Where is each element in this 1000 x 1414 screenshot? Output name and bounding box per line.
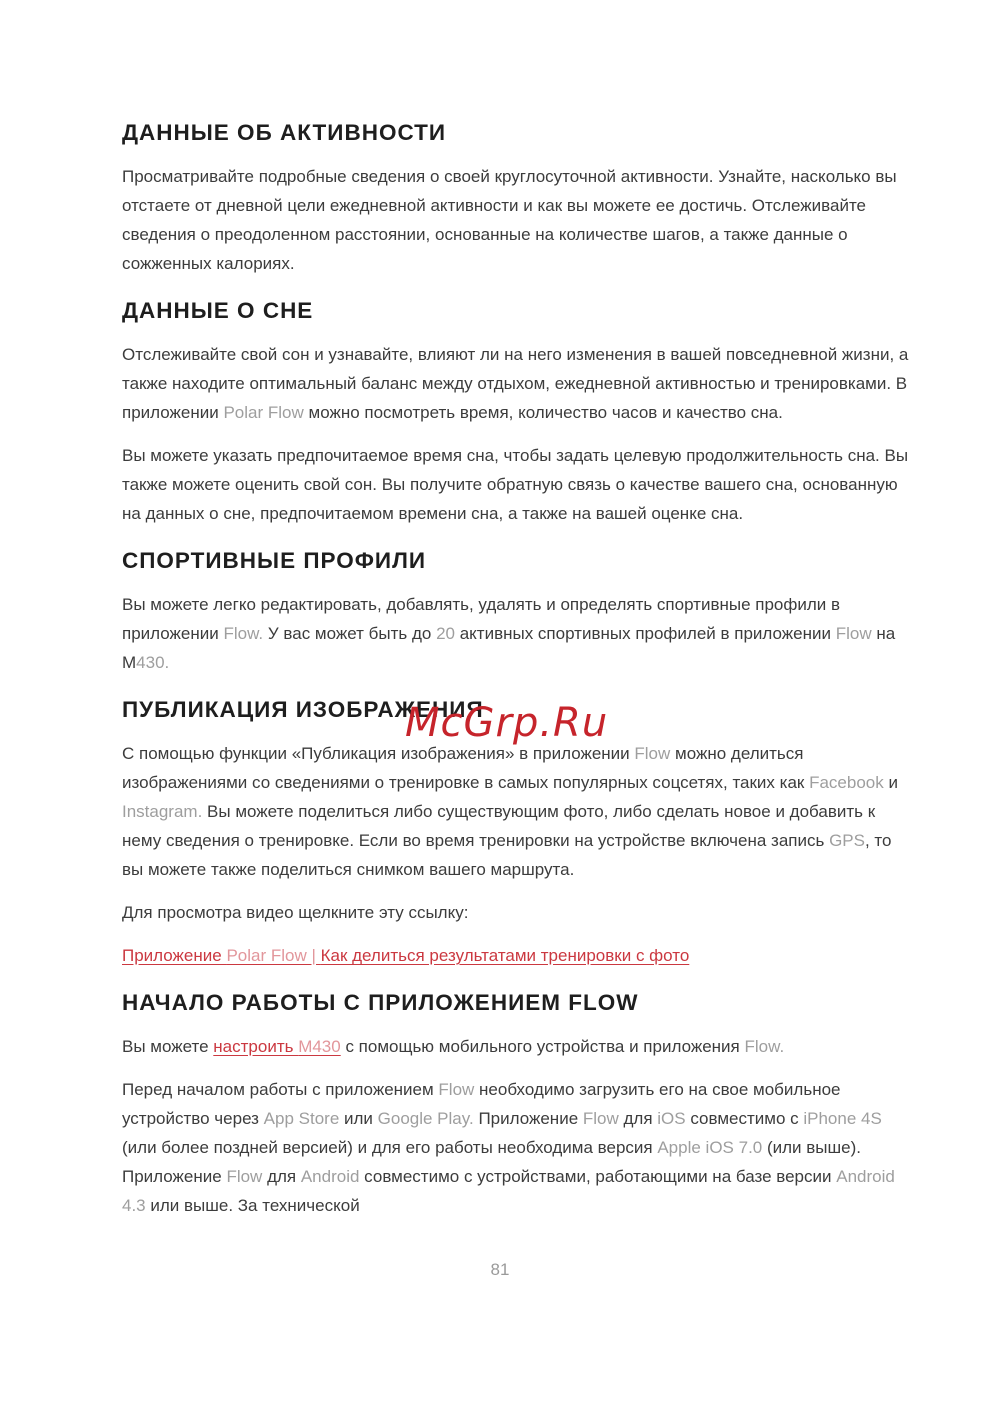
text-run: активных спортивных профилей в приложении <box>454 624 836 643</box>
document-body <box>122 120 917 1220</box>
text-run: для <box>618 1109 658 1128</box>
text-run: iOS <box>657 1109 686 1128</box>
text-run: на М <box>122 624 896 672</box>
text-run: Flow <box>226 1167 263 1186</box>
text-run: Вы можете <box>122 1037 214 1056</box>
heading-sleep-data: ДАННЫЕ О СНЕ <box>122 298 314 323</box>
text-run: Android <box>300 1167 360 1186</box>
text-run: необходимо загрузить его на свое мобильное устройство через <box>122 1080 841 1128</box>
text-run: Вы можете легко редактировать, добавлять, удалять и определять спортивные профили в приложении <box>122 595 841 643</box>
text-run: Polar Flow <box>223 403 304 422</box>
text-run: или <box>339 1109 378 1128</box>
text-run: Flow. <box>223 624 264 643</box>
paragraph <box>122 162 917 278</box>
text-run: Apple iOS 7.0 <box>657 1138 763 1157</box>
paragraph <box>122 898 917 927</box>
video-tutorial-link[interactable] <box>122 946 689 965</box>
heading-image-sharing: ПУБЛИКАЦИЯ ИЗОБРАЖЕНИЯ <box>122 697 484 722</box>
text-run: Приложение <box>473 1109 583 1128</box>
text-run: с помощью мобильного устройства и приложения <box>340 1037 745 1056</box>
text-run: (или более поздней версией) и для его работы необходима версия <box>122 1138 658 1157</box>
paragraph <box>122 340 917 427</box>
text-run: iPhone 4S <box>803 1109 882 1128</box>
paragraph <box>122 941 917 970</box>
text-run: M430 <box>298 1037 341 1056</box>
text-run: Flow <box>438 1080 475 1099</box>
text-run: Перед началом работы с приложением <box>122 1080 439 1099</box>
text-run: можно делиться изображениями со сведениями о тренировке в самых популярных соцсетях, таких как <box>122 744 810 792</box>
text-run: Flow. <box>744 1037 785 1056</box>
text-run: совместимо с устройствами, работающими на базе версии <box>359 1167 837 1186</box>
heading-activity-data: ДАННЫЕ ОБ АКТИВНОСТИ <box>122 120 447 145</box>
paragraph <box>122 441 917 528</box>
text-run: совместимо с <box>685 1109 804 1128</box>
paragraph <box>122 1032 917 1061</box>
text-run: У вас может быть до <box>263 624 437 643</box>
text-run: Polar Flow | <box>226 946 321 965</box>
text-run: Для просмотра видео щелкните эту ссылку: <box>122 903 469 922</box>
text-run: настроить <box>213 1037 299 1056</box>
text-run: Instagram. <box>122 802 203 821</box>
text-run: для <box>262 1167 301 1186</box>
text-run: можно посмотреть время, количество часов и качество сна. <box>303 403 783 422</box>
mcgrp-watermark: McGrp.Ru <box>405 700 609 746</box>
heading-sport-profiles: СПОРТИВНЫЕ ПРОФИЛИ <box>122 548 427 573</box>
text-run: Flow <box>634 744 671 763</box>
text-run: Просматривайте подробные сведения о своей круглосуточной активности. Узнайте, насколько вы отстаете от дневной цели ежедневной активности и как вы можете ее достичь. Отслеживайте сведения о преодоленном расстоянии, основанные на количестве шагов, а также данные о сожженных калориях. <box>122 167 897 273</box>
text-run: Flow <box>582 1109 619 1128</box>
text-run: и <box>883 773 898 792</box>
text-run: С помощью функции «Публикация изображения» в приложении <box>122 744 635 763</box>
text-run: 20 <box>436 624 455 643</box>
heading-flow-app-start: НАЧАЛО РАБОТЫ С ПРИЛОЖЕНИЕМ FLOW <box>122 990 639 1015</box>
text-run: Как делиться результатами тренировки с фото <box>320 946 690 965</box>
page-number: 81 <box>490 1260 510 1279</box>
text-run: Вы можете поделиться либо существующим фото, либо сделать новое и добавить к нему сведения о тренировке. Если во время тренировки на устройстве включена запись <box>122 802 876 850</box>
paragraph <box>122 739 917 884</box>
paragraph <box>122 590 917 677</box>
text-run: Вы можете указать предпочитаемое время сна, чтобы задать целевую продолжительность сна. Вы также можете оценить свой сон. Вы получите обратную связь о качестве вашего сна, основанную на данных о сне, предпочитаемом времени сна, а также на вашей оценке сна. <box>122 446 909 523</box>
text-run: Android 4.3 <box>122 1167 895 1215</box>
text-run: Flow <box>835 624 872 643</box>
text-run: Facebook <box>809 773 884 792</box>
text-run: (или выше). Приложение <box>122 1138 861 1186</box>
paragraph <box>122 1075 917 1220</box>
text-run: GPS <box>829 831 865 850</box>
text-run: или выше. За технической <box>145 1196 360 1215</box>
text-run: Отслеживайте свой сон и узнавайте, влияют ли на него изменения в вашей повседневной жизни, а также находите оптимальный баланс между отдыхом, ежедневной активностью и тренировками. В приложении <box>122 345 909 422</box>
text-run: App Store <box>263 1109 340 1128</box>
setup-m430-link[interactable] <box>213 1037 340 1056</box>
text-run: , то вы можете также поделиться снимком вашего маршрута. <box>122 831 892 879</box>
text-run: Google Play. <box>377 1109 474 1128</box>
text-run: Приложение <box>122 946 227 965</box>
text-run: 430. <box>136 653 170 672</box>
